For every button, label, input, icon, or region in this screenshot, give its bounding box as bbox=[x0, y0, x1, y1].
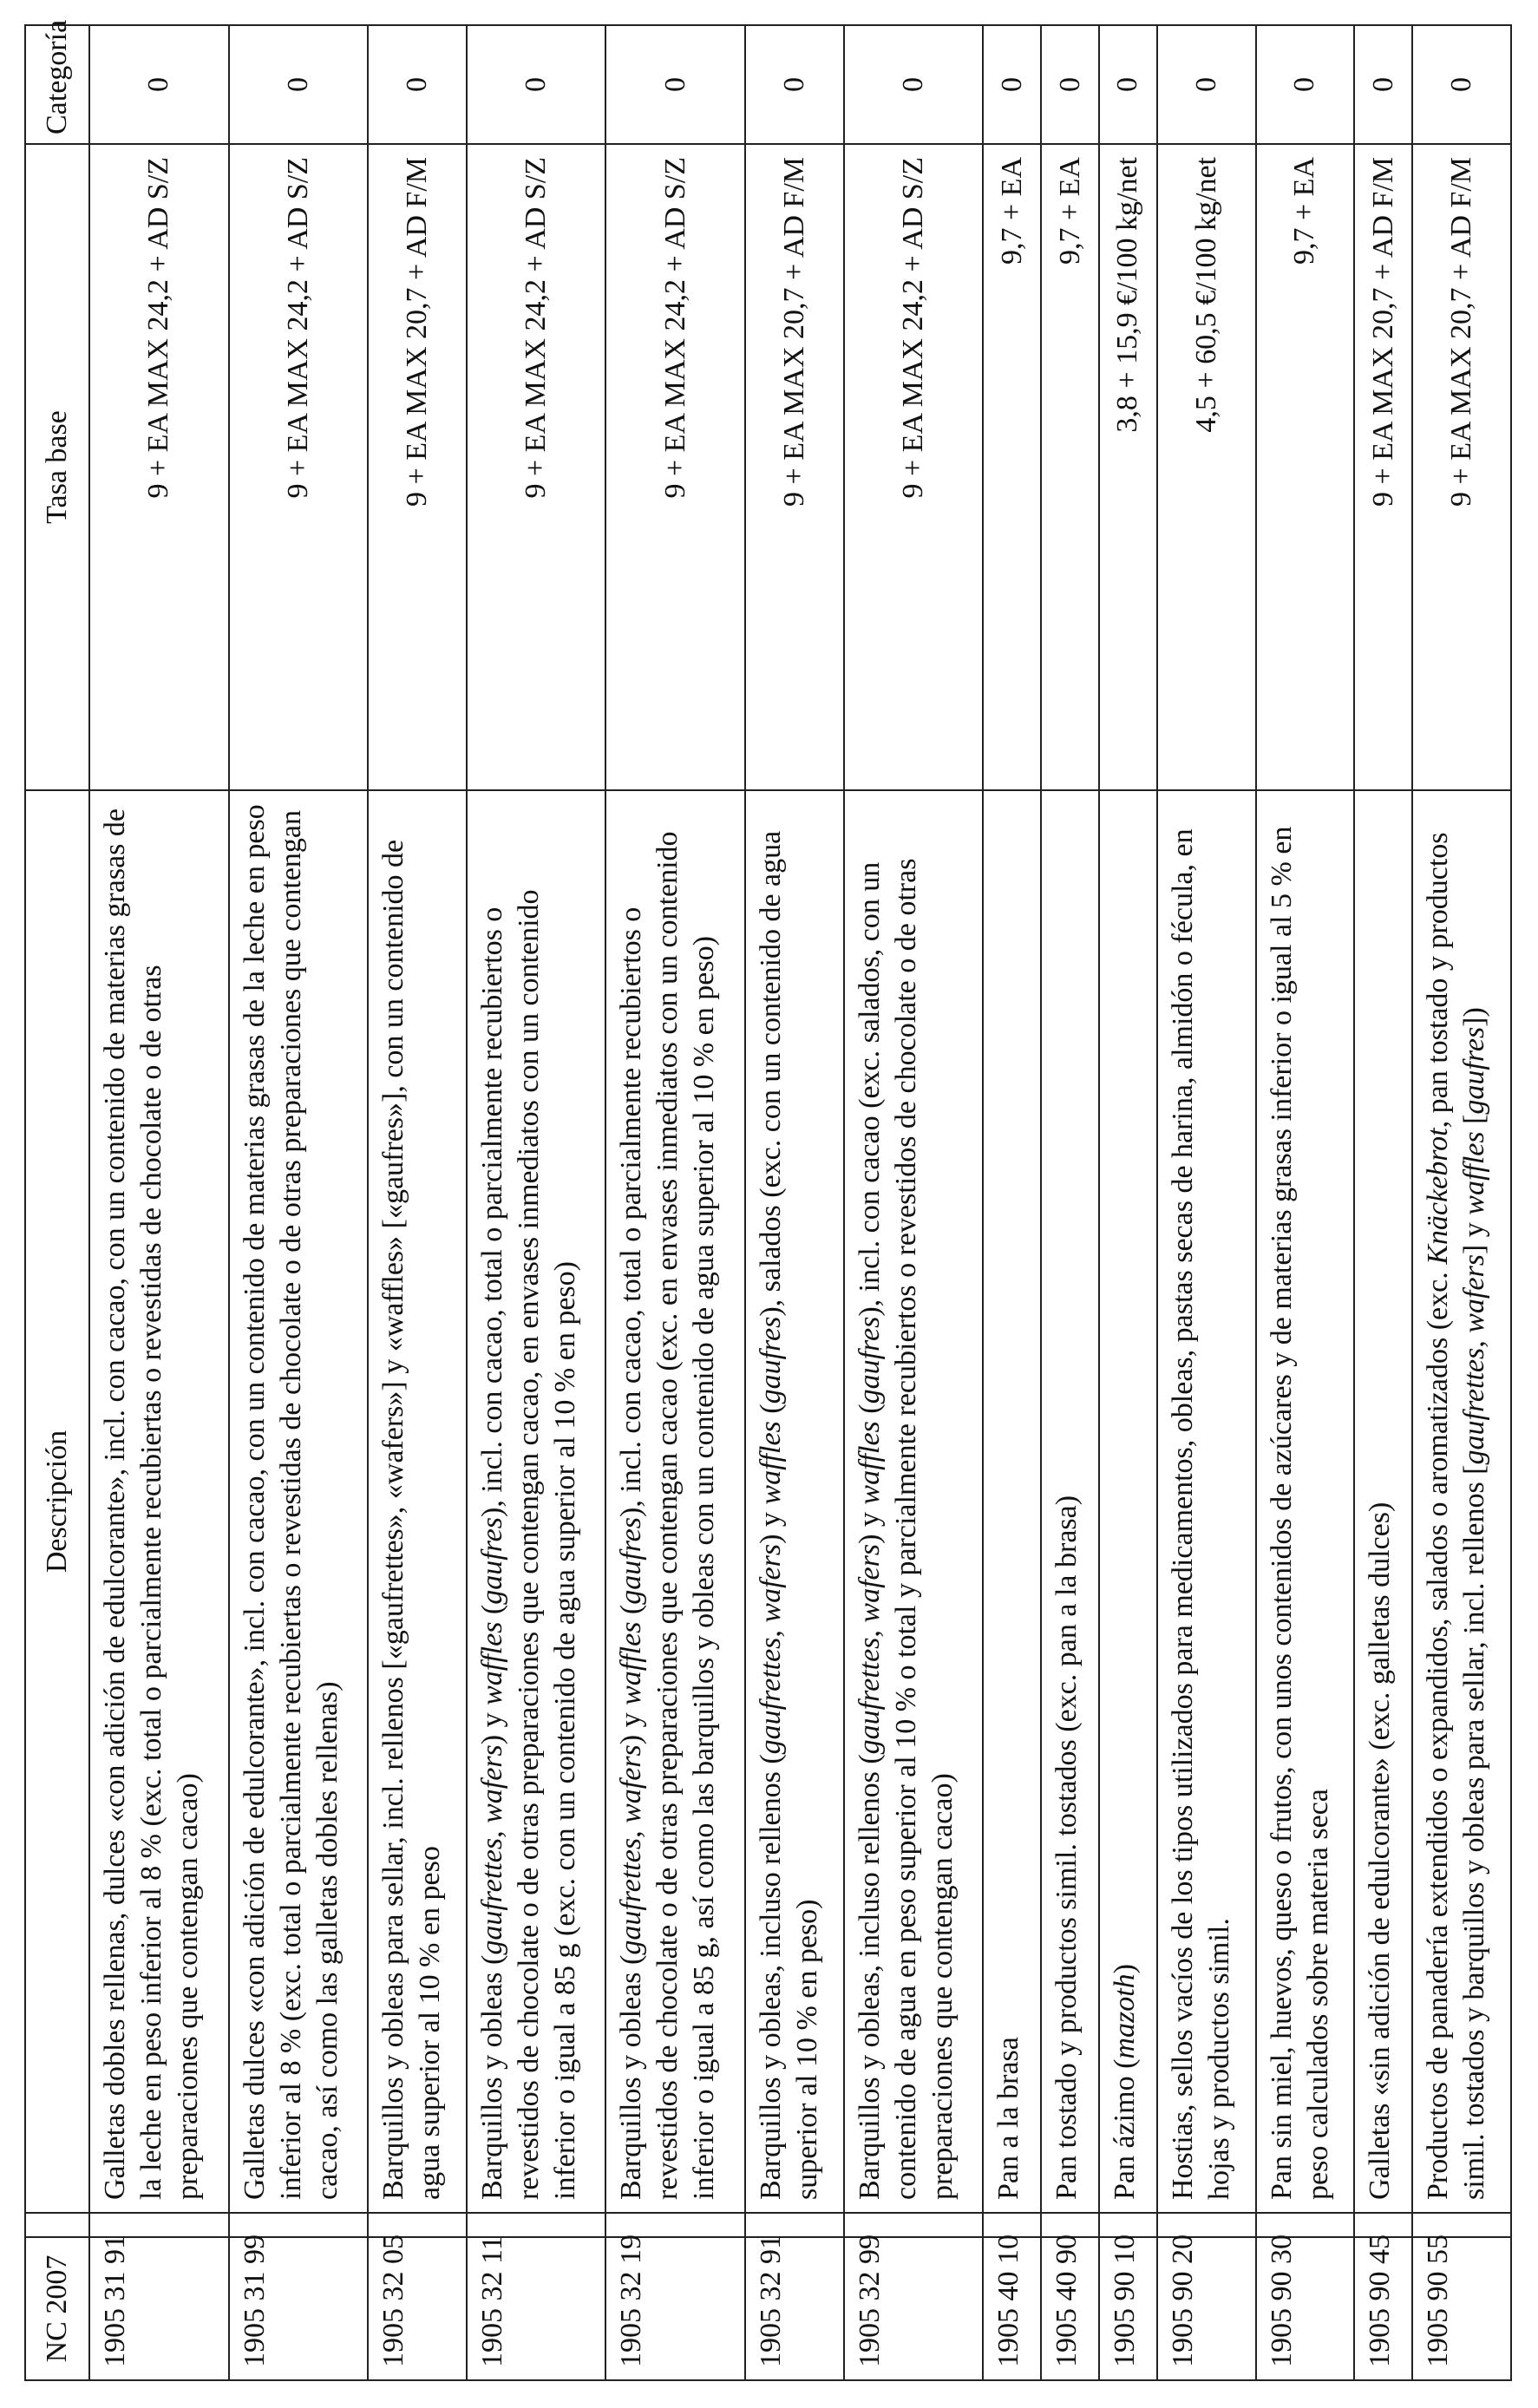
row-description: Galletas «sin adición de edulcorante» (exc. galletas dulces) bbox=[1354, 790, 1412, 2213]
row-rate: 9 + EA MAX 20,7 + AD F/M bbox=[1412, 144, 1511, 790]
row-description: Pan sin miel, huevos, queso o frutos, con unos contenidos de azúcares y de materias grasas inferior o igual al 5 % en peso calculados sobre materia seca bbox=[1256, 790, 1355, 2213]
row-code: 1905 32 91 bbox=[745, 2237, 844, 2380]
row-rate: 4,5 + 60,5 €/100 kg/net bbox=[1157, 144, 1256, 790]
row-code: 1905 90 10 bbox=[1099, 2237, 1157, 2380]
header-code: NC 2007 bbox=[25, 2237, 89, 2380]
row-description: Barquillos y obleas, incluso rellenos (gaufrettes, wafers) y waffles (gaufres), incl. con cacao (exc. salados, con un contenido de agua en peso superior al 10 % o total y parcialmente recubiertos o revestidos de chocolate o de otras preparaciones que contengan cacao) bbox=[844, 790, 984, 2213]
row-code: 1905 32 99 bbox=[844, 2237, 984, 2380]
row-code: 1905 32 11 bbox=[467, 2237, 606, 2380]
row-blank bbox=[1157, 2213, 1256, 2237]
row-category: 0 bbox=[1157, 25, 1256, 144]
row-code: 1905 31 99 bbox=[229, 2237, 369, 2380]
row-rate: 9 + EA MAX 24,2 + AD S/Z bbox=[229, 144, 369, 790]
row-description: Hostias, sellos vacíos de los tipos utilizados para medicamentos, obleas, pastas secas de harina, almidón o fécula, en hojas y productos simil. bbox=[1157, 790, 1256, 2213]
row-rate: 9 + EA MAX 20,7 + AD F/M bbox=[745, 144, 844, 790]
row-rate: 9 + EA MAX 20,7 + AD F/M bbox=[1354, 144, 1412, 790]
row-code: 1905 90 20 bbox=[1157, 2237, 1256, 2380]
row-code: 1905 31 91 bbox=[89, 2237, 229, 2380]
row-rate: 9 + EA MAX 24,2 + AD S/Z bbox=[467, 144, 606, 790]
row-description: Galletas dulces «con adición de edulcorante», incl. con cacao, con un contenido de materias grasas de la leche en peso inferior al 8 % (exc. total o parcialmente recubiertas o revestidas de chocolate o de otras preparaciones que contengan cacao, así como las galletas dobles rellenas) bbox=[229, 790, 369, 2213]
row-category: 0 bbox=[89, 25, 229, 144]
row-description: Barquillos y obleas (gaufrettes, wafers) y waffles (gaufres), incl. con cacao, total o parcialmente recubiertos o revestidos de chocolate o de otras preparaciones que contengan cacao, en envases inmediatos con un contenido inferior o igual a 85 g (exc. con un contenido de agua superior al 10 % en peso) bbox=[467, 790, 606, 2213]
table-row bbox=[229, 25, 369, 2380]
table-row bbox=[467, 25, 606, 2380]
header-category: Categoría bbox=[25, 25, 89, 144]
table-row bbox=[745, 25, 844, 2380]
row-description: Galletas dobles rellenas, dulces «con adición de edulcorante», incl. con cacao, con un contenido de materias grasas de la leche en peso inferior al 8 % (exc. total o parcialmente recubiertas o revestidas de chocolate o de otras preparaciones que contengan cacao) bbox=[89, 790, 229, 2213]
row-rate: 9,7 + EA bbox=[1041, 144, 1099, 790]
row-description: Productos de panadería extendidos o expandidos, salados o aromatizados (exc. Knäckebrot, pan tostado y productos simil. tostados y barquillos y obleas para sellar, incl. rellenos [gaufrettes, wafers] y waffles [gaufres]) bbox=[1412, 790, 1511, 2213]
row-blank bbox=[229, 2213, 369, 2237]
row-rate: 9 + EA MAX 24,2 + AD S/Z bbox=[89, 144, 229, 790]
row-category: 0 bbox=[745, 25, 844, 144]
row-code: 1905 90 45 bbox=[1354, 2237, 1412, 2380]
row-rate: 9 + EA MAX 20,7 + AD F/M bbox=[368, 144, 467, 790]
row-blank bbox=[368, 2213, 467, 2237]
row-blank bbox=[983, 2213, 1041, 2237]
row-category: 0 bbox=[1099, 25, 1157, 144]
row-category: 0 bbox=[229, 25, 369, 144]
row-rate: 9 + EA MAX 24,2 + AD S/Z bbox=[605, 144, 745, 790]
row-blank bbox=[745, 2213, 844, 2237]
header-row bbox=[25, 25, 89, 2380]
rotated-page bbox=[24, 19, 1512, 2381]
table-row bbox=[1354, 25, 1412, 2380]
row-category: 0 bbox=[1412, 25, 1511, 144]
row-rate: 3,8 + 15,9 €/100 kg/net bbox=[1099, 144, 1157, 790]
row-category: 0 bbox=[605, 25, 745, 144]
table-body bbox=[89, 25, 1511, 2380]
table-row bbox=[1256, 25, 1355, 2380]
tariff-table bbox=[24, 19, 1512, 2381]
row-blank bbox=[1256, 2213, 1355, 2237]
row-code: 1905 90 55 bbox=[1412, 2237, 1511, 2380]
row-rate: 9,7 + EA bbox=[1256, 144, 1355, 790]
row-category: 0 bbox=[983, 25, 1041, 144]
row-category: 0 bbox=[467, 25, 606, 144]
table-row bbox=[1099, 25, 1157, 2380]
row-code: 1905 32 05 bbox=[368, 2237, 467, 2380]
table-row bbox=[1157, 25, 1256, 2380]
row-blank bbox=[1412, 2213, 1511, 2237]
row-blank bbox=[89, 2213, 229, 2237]
row-code: 1905 32 19 bbox=[605, 2237, 745, 2380]
row-description: Pan tostado y productos simil. tostados (exc. pan a la brasa) bbox=[1041, 790, 1099, 2213]
row-description: Barquillos y obleas para sellar, incl. rellenos [«gaufrettes», «wafers»] y «waffles» [«gaufres»], con un contenido de agua superior al 10 % en peso bbox=[368, 790, 467, 2213]
header-blank bbox=[25, 2213, 89, 2237]
row-blank bbox=[1099, 2213, 1157, 2237]
table-row bbox=[844, 25, 984, 2380]
row-blank bbox=[467, 2213, 606, 2237]
row-rate: 9 + EA MAX 24,2 + AD S/Z bbox=[844, 144, 984, 790]
row-blank bbox=[844, 2213, 984, 2237]
row-blank bbox=[1041, 2213, 1099, 2237]
table-row bbox=[368, 25, 467, 2380]
row-description: Barquillos y obleas, incluso rellenos (gaufrettes, wafers) y waffles (gaufres), salados (exc. con un contenido de agua superior al 10 % en peso) bbox=[745, 790, 844, 2213]
row-category: 0 bbox=[1041, 25, 1099, 144]
row-blank bbox=[605, 2213, 745, 2237]
row-description: Pan a la brasa bbox=[983, 790, 1041, 2213]
row-description: Pan ázimo (mazoth) bbox=[1099, 790, 1157, 2213]
table-row bbox=[605, 25, 745, 2380]
table-row bbox=[1041, 25, 1099, 2380]
row-blank bbox=[1354, 2213, 1412, 2237]
row-code: 1905 40 10 bbox=[983, 2237, 1041, 2380]
row-description: Barquillos y obleas (gaufrettes, wafers) y waffles (gaufres), incl. con cacao, total o parcialmente recubiertos o revestidos de chocolate o de otras preparaciones que contengan cacao (exc. en envases inmediatos con un contenido inferior o igual a 85 g, así como las barquillos y obleas con un contenido de agua superior al 10 % en peso) bbox=[605, 790, 745, 2213]
header-description: Descripción bbox=[25, 790, 89, 2213]
table-row bbox=[1412, 25, 1511, 2380]
row-code: 1905 90 30 bbox=[1256, 2237, 1355, 2380]
row-category: 0 bbox=[1256, 25, 1355, 144]
row-category: 0 bbox=[1354, 25, 1412, 144]
row-code: 1905 40 90 bbox=[1041, 2237, 1099, 2380]
row-rate: 9,7 + EA bbox=[983, 144, 1041, 790]
row-category: 0 bbox=[368, 25, 467, 144]
header-rate: Tasa base bbox=[25, 144, 89, 790]
row-category: 0 bbox=[844, 25, 984, 144]
table-row bbox=[89, 25, 229, 2380]
table-row bbox=[983, 25, 1041, 2380]
